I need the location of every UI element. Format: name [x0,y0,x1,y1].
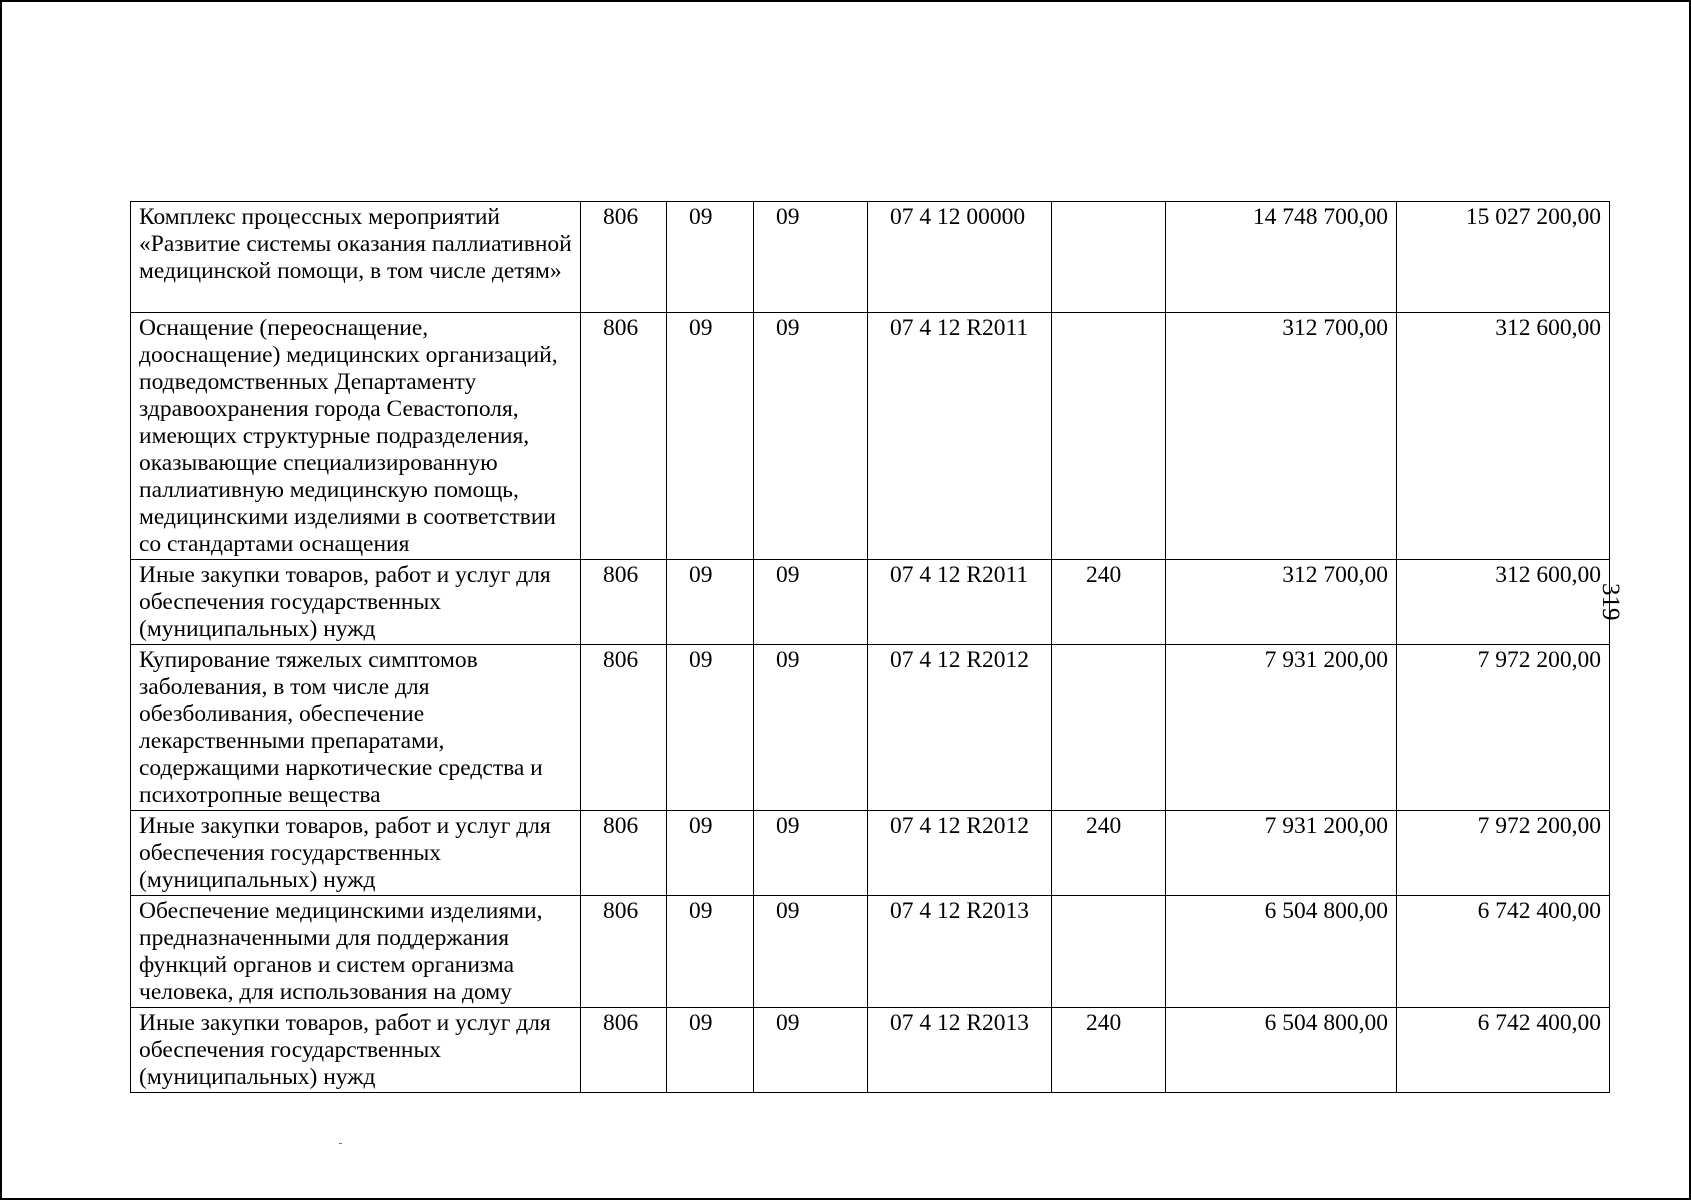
pr-cell: 09 [754,645,868,811]
row-description: Иные закупки товаров, работ и услуг для обеспечения государственных (муниципальных) нужд [131,560,581,645]
table-row [131,896,1610,1008]
rz-cell: 09 [667,202,754,313]
pr-cell: 09 [754,1008,868,1093]
row-description: Оснащение (переоснащение, дооснащение) медицинских организаций, подведомственных Департаменту здравоохранения города Севастополя, имеющих структурные подразделения, оказывающие специализированную паллиативную медицинскую помощь, медицинскими изделиями в соответствии со стандартами оснащения [131,313,581,560]
amount-1-cell: 312 700,00 [1166,560,1397,645]
amount-2-cell: 7 972 200,00 [1397,645,1610,811]
amount-1-cell: 7 931 200,00 [1166,811,1397,896]
csr-cell: 07 4 12 R2012 [868,645,1052,811]
csr-cell: 07 4 12 R2012 [868,811,1052,896]
table-row [131,313,1610,560]
csr-cell: 07 4 12 R2013 [868,896,1052,1008]
table-row [131,1008,1610,1093]
pr-cell: 09 [754,896,868,1008]
csr-cell: 07 4 12 R2011 [868,313,1052,560]
amount-2-cell: 6 742 400,00 [1397,896,1610,1008]
rz-cell: 09 [667,313,754,560]
amount-2-cell: 15 027 200,00 [1397,202,1610,313]
pr-cell: 09 [754,202,868,313]
row-description: Купирование тяжелых симптомов заболевания, в том числе для обезболивания, обеспечение лекарственными препаратами, содержащими наркотические средства и психотропные вещества [131,645,581,811]
row-description: Обеспечение медицинскими изделиями, предназначенными для поддержания функций органов и систем организма человека, для использования на дому [131,896,581,1008]
vr-cell [1052,645,1166,811]
page-number: 319 [1597,583,1624,621]
rz-cell: 09 [667,560,754,645]
rz-cell: 09 [667,1008,754,1093]
table-row [131,202,1610,313]
vr-cell [1052,896,1166,1008]
grbs-cell: 806 [581,313,667,560]
row-description: Иные закупки товаров, работ и услуг для обеспечения государственных (муниципальных) нужд [131,811,581,896]
pr-cell: 09 [754,313,868,560]
vr-cell: 240 [1052,1008,1166,1093]
vr-cell: 240 [1052,560,1166,645]
budget-table [130,201,1610,1093]
amount-1-cell: 7 931 200,00 [1166,645,1397,811]
amount-1-cell: 312 700,00 [1166,313,1397,560]
pr-cell: 09 [754,811,868,896]
csr-cell: 07 4 12 00000 [868,202,1052,313]
grbs-cell: 806 [581,1008,667,1093]
vr-cell [1052,202,1166,313]
pr-cell: 09 [754,560,868,645]
csr-cell: 07 4 12 R2011 [868,560,1052,645]
rz-cell: 09 [667,811,754,896]
amount-2-cell: 6 742 400,00 [1397,1008,1610,1093]
rz-cell: 09 [667,896,754,1008]
amount-1-cell: 6 504 800,00 [1166,1008,1397,1093]
vr-cell: 240 [1052,811,1166,896]
amount-2-cell: 312 600,00 [1397,560,1610,645]
scan-speck [339,1143,342,1144]
amount-2-cell: 312 600,00 [1397,313,1610,560]
table-row [131,560,1610,645]
grbs-cell: 806 [581,645,667,811]
table-row [131,811,1610,896]
grbs-cell: 806 [581,560,667,645]
table-body [131,202,1610,1093]
amount-2-cell: 7 972 200,00 [1397,811,1610,896]
csr-cell: 07 4 12 R2013 [868,1008,1052,1093]
rz-cell: 09 [667,645,754,811]
amount-1-cell: 14 748 700,00 [1166,202,1397,313]
grbs-cell: 806 [581,202,667,313]
grbs-cell: 806 [581,896,667,1008]
table-row [131,645,1610,811]
amount-1-cell: 6 504 800,00 [1166,896,1397,1008]
vr-cell [1052,313,1166,560]
row-description: Иные закупки товаров, работ и услуг для обеспечения государственных (муниципальных) нужд [131,1008,581,1093]
grbs-cell: 806 [581,811,667,896]
row-description: Комплекс процессных мероприятий «Развитие системы оказания паллиативной медицинской помощи, в том числе детям» [131,202,581,313]
